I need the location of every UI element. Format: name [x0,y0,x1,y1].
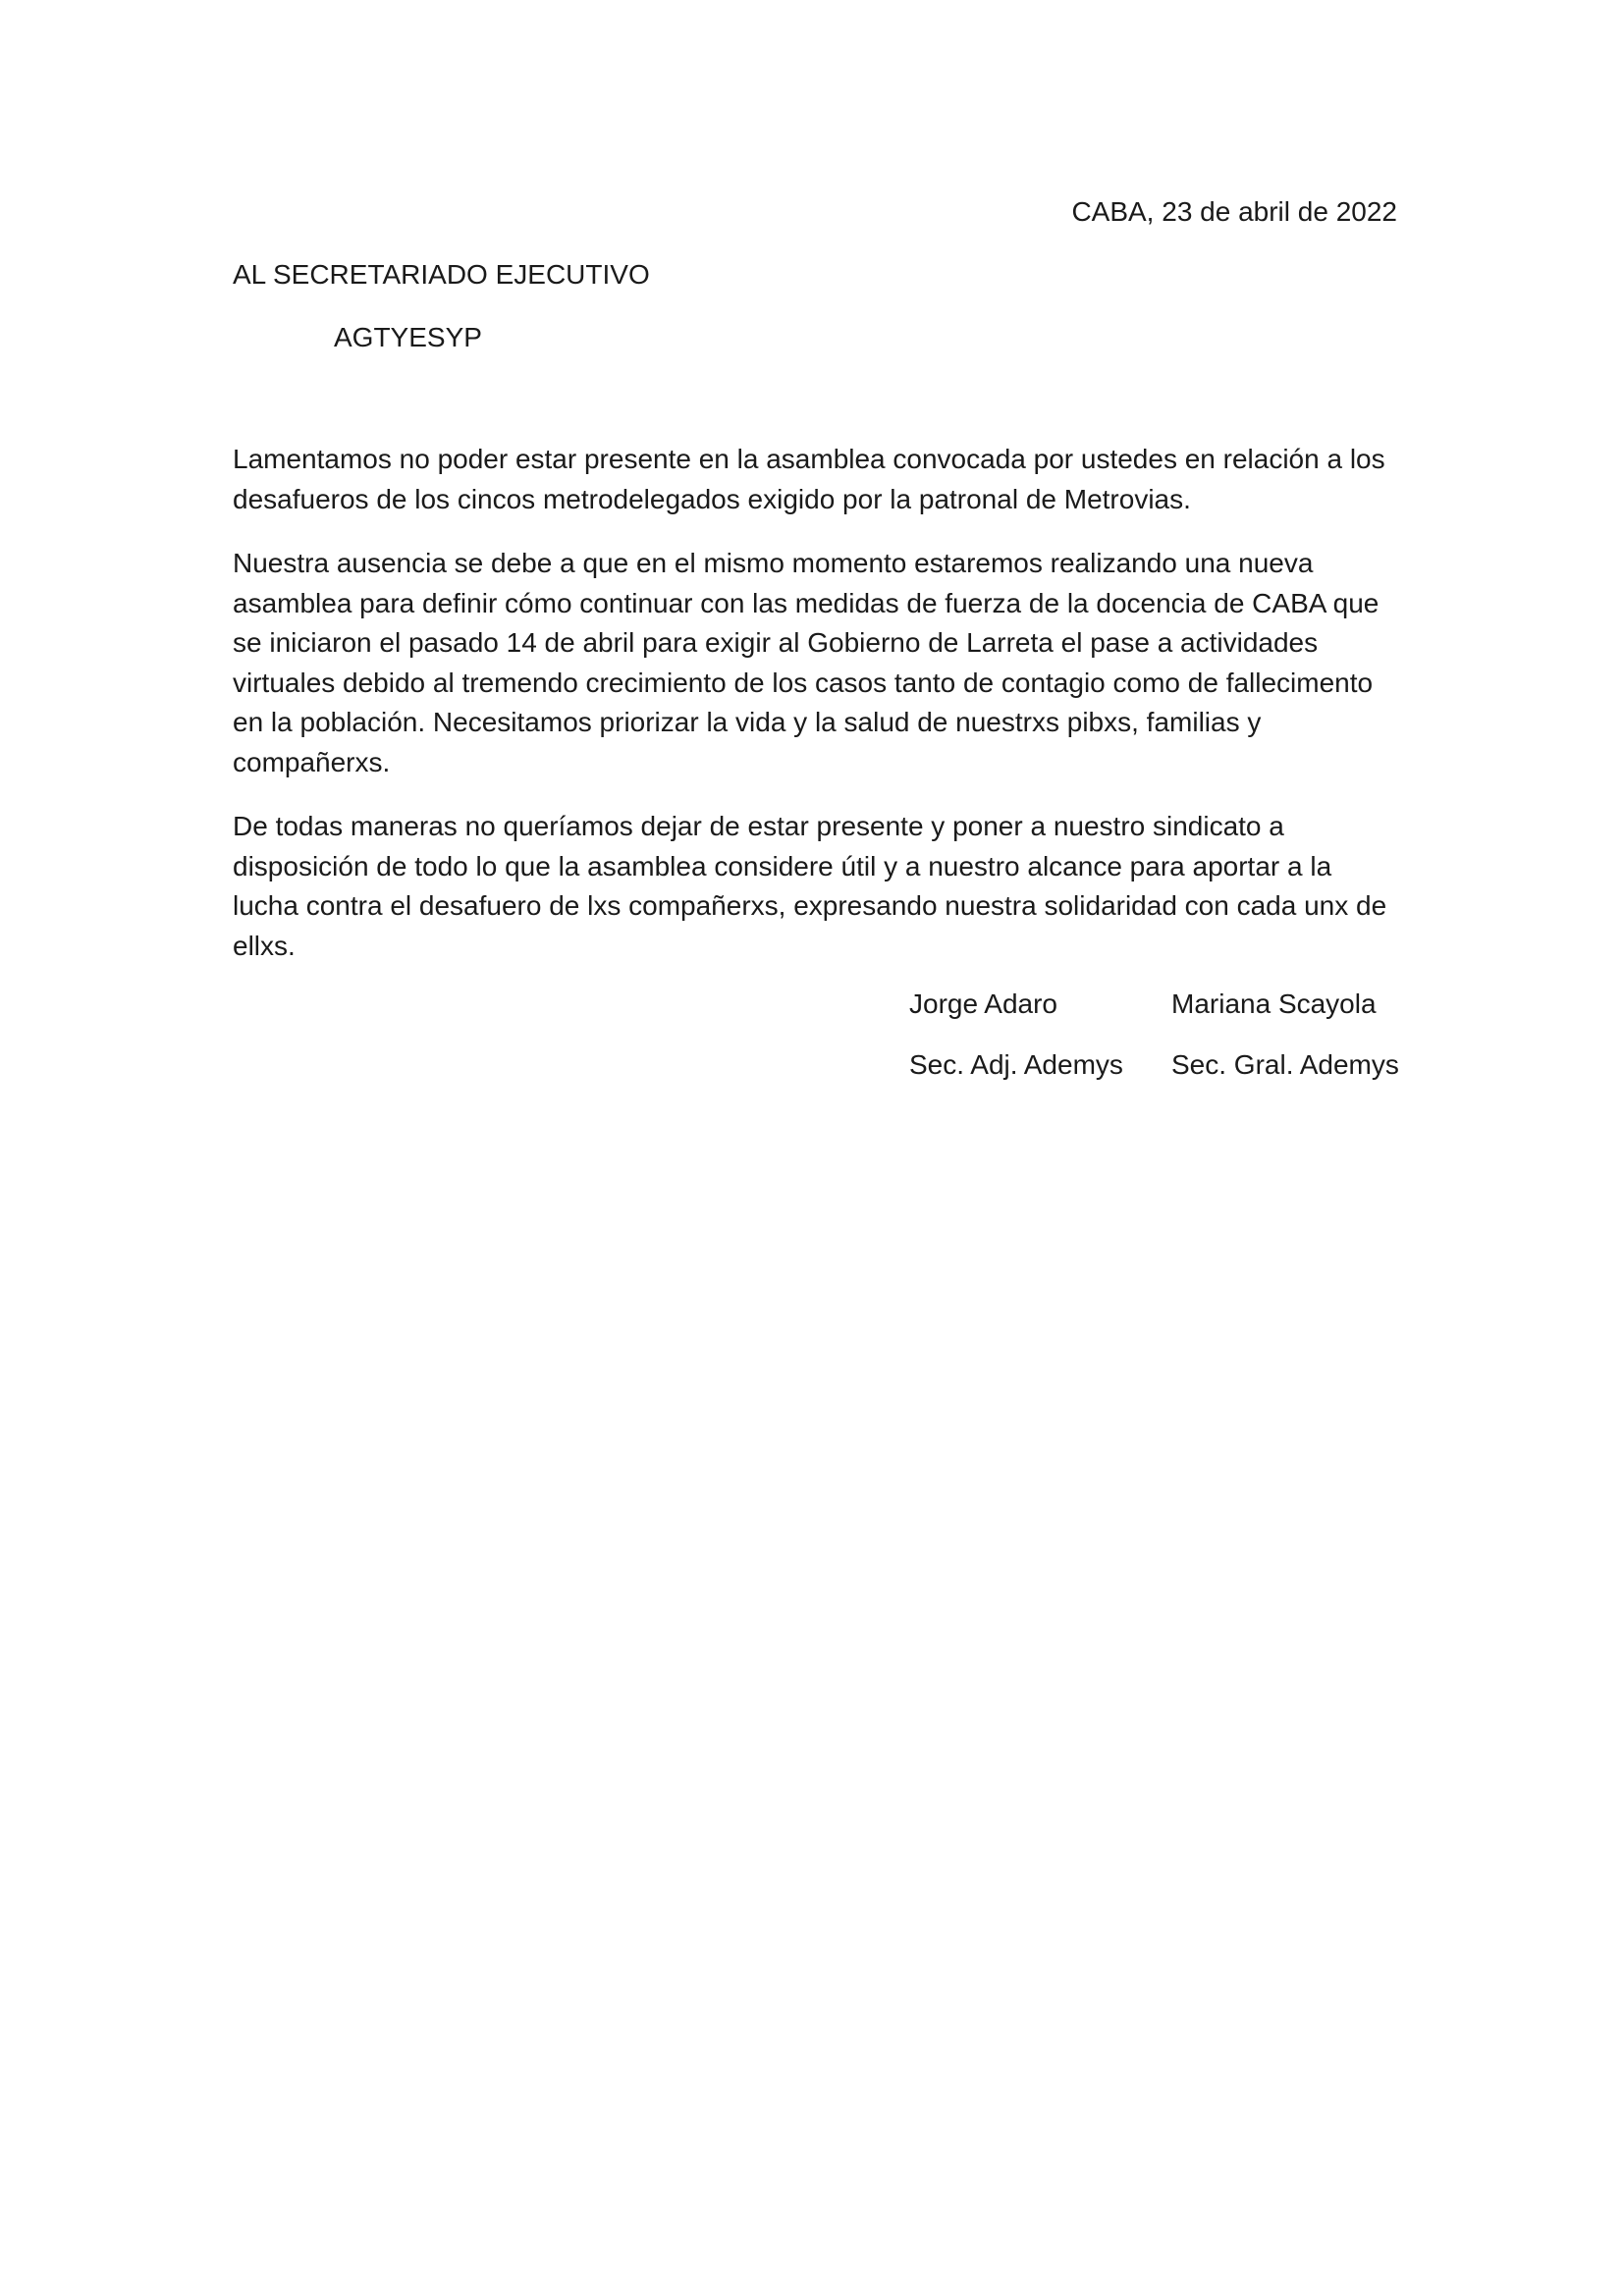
letter-date: CABA, 23 de abril de 2022 [1071,196,1397,227]
signatory-name-1: Jorge Adaro [909,988,1057,1019]
text-line: Lamentamos no poder estar presente en la asamblea convocada por ustedes en relación a los [233,444,1385,474]
signatory-position-1: Sec. Adj. Ademys [909,1049,1123,1080]
recipient-organization: AGTYESYP [334,322,482,352]
paragraph-3 [233,807,1411,966]
paragraph-1 [233,440,1411,519]
text-line: compañerxs. [233,746,391,777]
paragraph-2 [233,544,1411,782]
letter-recipient: AL SECRETARIADO EJECUTIVO [233,259,650,290]
signatory-position-2: Sec. Gral. Ademys [1171,1049,1399,1080]
text-line: en la población. Necesitamos priorizar la vida y la salud de nuestrxs pibxs, familias y [233,707,1262,737]
signatory-name-2: Mariana Scayola [1171,988,1377,1019]
text-line: asamblea para definir cómo continuar con las medidas de fuerza de la docencia de CABA que [233,587,1380,618]
text-line: desafueros de los cincos metrodelegados exigido por la patronal de Metrovias. [233,483,1191,514]
text-line: virtuales debido al tremendo crecimiento de los casos tanto de contagio como de fallecimento [233,667,1374,698]
text-line: se iniciaron el pasado 14 de abril para exigir al Gobierno de Larreta el pase a actividades [233,627,1319,658]
text-line: De todas maneras no queríamos dejar de estar presente y poner a nuestro sindicato a [233,811,1284,841]
letter-body [233,440,1411,990]
text-line: lucha contra el desafuero de lxs compañerxs, expresando nuestra solidaridad con cada unx de [233,890,1387,921]
text-line: disposición de todo lo que la asamblea considere útil y a nuestro alcance para aportar a la [233,850,1332,881]
text-line: Nuestra ausencia se debe a que en el mismo momento estaremos realizando una nueva [233,548,1314,578]
text-line: ellxs. [233,930,296,961]
